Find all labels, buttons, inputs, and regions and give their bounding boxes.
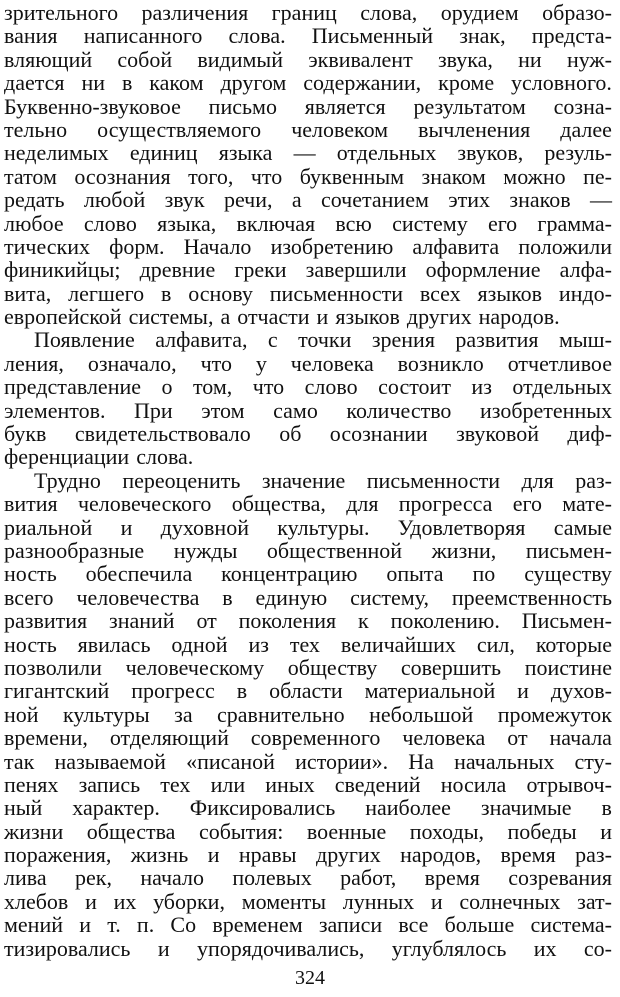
text-line: тизировались и упорядочивались, углублялось их со- [4,935,612,961]
text-line: дается ни в каком другом содержании, кроме условного. [4,70,612,96]
text-line: неделимых единиц языка — отдельных звуков, резуль- [4,140,612,166]
text-line: разнообразные нужды общественной жизни, письмен- [4,537,612,563]
text-line: мений и т. п. Со временем записи все больше система- [4,912,612,938]
text-line: представление о том, что слово состоит из отдельных [4,374,612,400]
text-line: финикийцы; древние греки завершили оформление алфа- [4,257,612,283]
text-line: вания написанного слова. Письменный знак, предста- [4,23,612,49]
text-line: лива рек, начало полевых работ, время созревания [4,865,612,891]
text-line: букв свидетельствовало об осознании звуковой диф- [4,421,612,447]
text-line: тельно осуществляемого человеком вычленения далее [4,116,612,142]
text-line: Буквенно-звуковое письмо является результатом созна- [4,93,612,119]
text-line: ференциации слова. [4,444,194,470]
text-line: вита, легшего в основу письменности всех языков индо- [4,280,612,306]
page-number: 324 [295,967,325,989]
text-line: хлебов и их уборки, моменты лунных и солнечных зат- [4,888,612,914]
text-line: поражения, жизнь и нравы других народов, время раз- [4,842,612,868]
text-line: любое слово языка, включая всю систему его грамма- [4,210,612,236]
text-line: Появление алфавита, с точки зрения развития мыш- [34,327,612,353]
text-line: зрительного различения границ слова, орудием образо- [4,0,612,25]
text-line: всего человечества в единую систему, преемственность [4,584,612,610]
text-line: риальной и духовной культуры. Удовлетворяя самые [4,514,612,540]
text-line: времени, отделяющий современного человека от начала [4,725,612,751]
text-line: татом осознания того, что буквенным знаком можно пе- [4,163,612,189]
text-line: ность обеспечила концентрацию опыта по существу [4,561,612,587]
text-line: ный характер. Фиксировались наиболее значимые в [4,795,612,821]
paragraph [4,1,612,328]
text-line: так называемой «писаной истории». На начальных сту- [4,748,612,774]
text-line: вляющий собой видимый эквивалент звука, ни нуж- [4,46,612,72]
text-line: пенях запись тех или иных сведений носила отрывоч- [4,771,612,797]
text-line: гигантский прогресс в области материальной и духов- [4,678,612,704]
text-line: ления, означало, что у человека возникло отчетливое [4,350,612,376]
text-line: жизни общества события: военные походы, победы и [4,818,612,844]
text-line: Трудно переоценить значение письменности для раз- [34,467,612,493]
text-line: вития человеческого общества, для прогресса его мате- [4,491,612,517]
body-text [4,0,612,960]
paragraph [4,328,612,468]
text-line: ной культуры за сравнительно небольшой промежуток [4,701,612,727]
text-line: редать любой звук речи, а сочетанием этих знаков — [4,187,612,213]
text-line: развития знаний от поколения к поколению. Письмен- [4,608,612,634]
text-line: тических форм. Начало изобретению алфавита положили [4,233,612,259]
text-line: европейской системы, а отчасти и языков других народов. [4,304,560,330]
text-line: позволили человеческому обществу совершить поистине [4,654,612,680]
text-line: ность явилась одной из тех величайших сил, которые [4,631,612,657]
text-line: элементов. При этом само количество изобретенных [4,397,612,423]
paragraph [4,469,612,960]
